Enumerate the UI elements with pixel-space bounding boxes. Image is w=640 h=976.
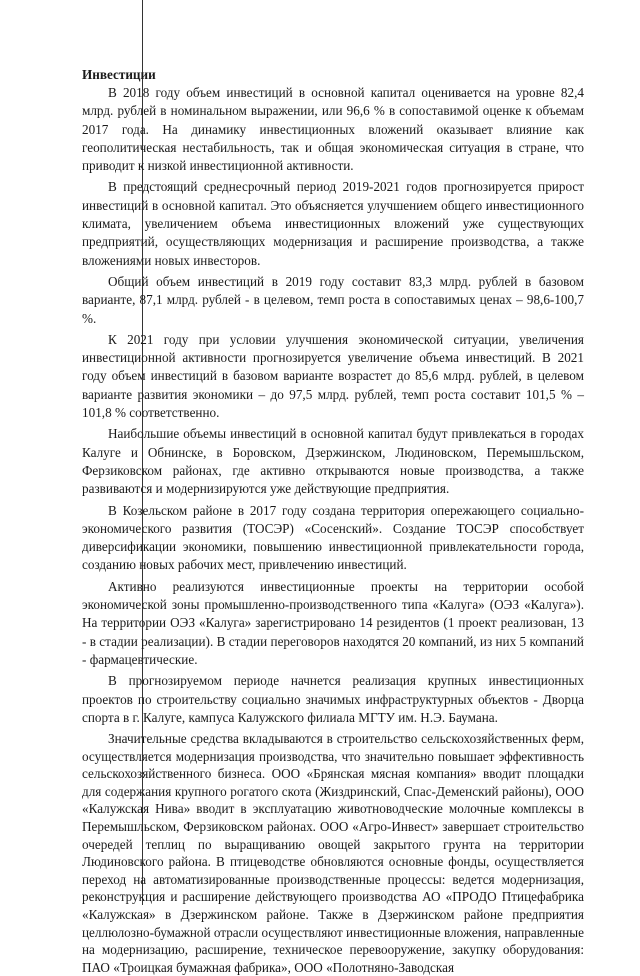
- paragraph-3: Общий объем инвестиций в 2019 году составит 83,3 млрд. рублей в базовом варианте, 87,1 млрд. рублей - в целевом, темп роста в сопоставимых ценах – 98,6-100,7 %.: [82, 273, 584, 326]
- paragraph-2: В предстоящий среднесрочный период 2019-2021 годов прогнозируется прирост инвестиций в основной капитал. Это объясняется улучшением общего инвестиционного климата, увеличением объема инвестиционных вложений уже существующих предприятий, осуществляющих модернизация и расширение производства, а также вложениями новых инвесторов.: [82, 179, 584, 268]
- paragraph-4: К 2021 году при условии улучшения экономической ситуации, увеличения инвестиционной активности прогнозируется увеличение объема инвестиций. В 2021 году объем инвестиций в базовом варианте возрастет до 85,6 млрд. рублей, в целевом варианте развития экономики – до 97,5 млрд. рублей, темп роста составит 101,5 % – 101,8 % соответственно.: [82, 331, 584, 421]
- paragraph-5: Наибольшие объемы инвестиций в основной капитал будут привлекаться в городах Калуге и Обнинске, в Боровском, Дзержинском, Людиновском, Перемышльском, Ферзиковском районах, где активно открываются новые производства, а также развиваются и модернизируются уже действующие предприятия.: [82, 426, 584, 497]
- paragraph-9: Значительные средства вкладываются в строительство сельскохозяйственных ферм, осуществляется модернизация производства, что значительно повышает эффективность сельскохозяйственного бизнеса. ООО «Брянская мясная компания» вводит площадки для содержания крупного рогатого скота (Жиздринский, Спас-Деменский районы), ООО «Калужская Нива» вводит в эксплуатацию животноводческие молочные комплексы в Перемышльском, Ферзиковском районах. ООО «Агро-Инвест» завершает строительство очередей теплиц по выращиванию овощей закрытого грунта на территории Людиновского района. В птицеводстве обновляются основные фонды, осуществляется переход на автоматизированные производственные процессы: ведется модернизация, реконструкция и расширение действующего производства АО «ПРОДО Птицефабрика «Калужская» в Дзержинском районе. Также в Дзержинском районе предприятия целлюлозно-бумажной отрасли осуществляют инвестиционные вложения, направленные на модернизацию, расширение, техническое перевооружение, закупку оборудования: ПАО «Троицкая бумажная фабрика», ООО «Полотняно-Заводская: [82, 731, 585, 975]
- section-heading: Инвестиции: [82, 67, 156, 82]
- paragraph-1: В 2018 году объем инвестиций в основной капитал оценивается на уровне 82,4 млрд. рублей в номинальном выражении, или 96,6 % в сопоставимой оценке к объемам 2017 года. На динамику инвестиционных вложений оказывает влияние как геополитическая нестабильность, так и общая экономическая ситуация в стране, что приводит к низкой инвестиционной активности.: [82, 85, 584, 174]
- paragraph-7: Активно реализуются инвестиционные проекты на территории особой экономической зоны промышленно-производственного типа «Калуга» (ОЭЗ «Калуга»). На территории ОЭЗ «Калуга» зарегистрировано 14 резидентов (1 проект реализован, 13 - в стадии реализации). В стадии переговоров находятся 20 компаний, из них 5 компаний - фармацевтические.: [82, 578, 584, 667]
- paragraph-8: В прогнозируемом периоде начнется реализация крупных инвестиционных проектов по строительству социально значимых инфраструктурных объектов - Дворца спорта в г. Калуге, кампуса Калужского филиала МГТУ им. Н.Э. Баумана.: [82, 673, 584, 725]
- document-body: [82, 66, 584, 976]
- paragraph-6: В Козельском районе в 2017 году создана территория опережающего социально-экономического развития (ТОСЭР) «Сосенский». Создание ТОСЭР способствует диверсификации экономики, повышению инвестиционной привлекательности города, созданию новых рабочих мест, привлечению инвестиций.: [82, 502, 584, 573]
